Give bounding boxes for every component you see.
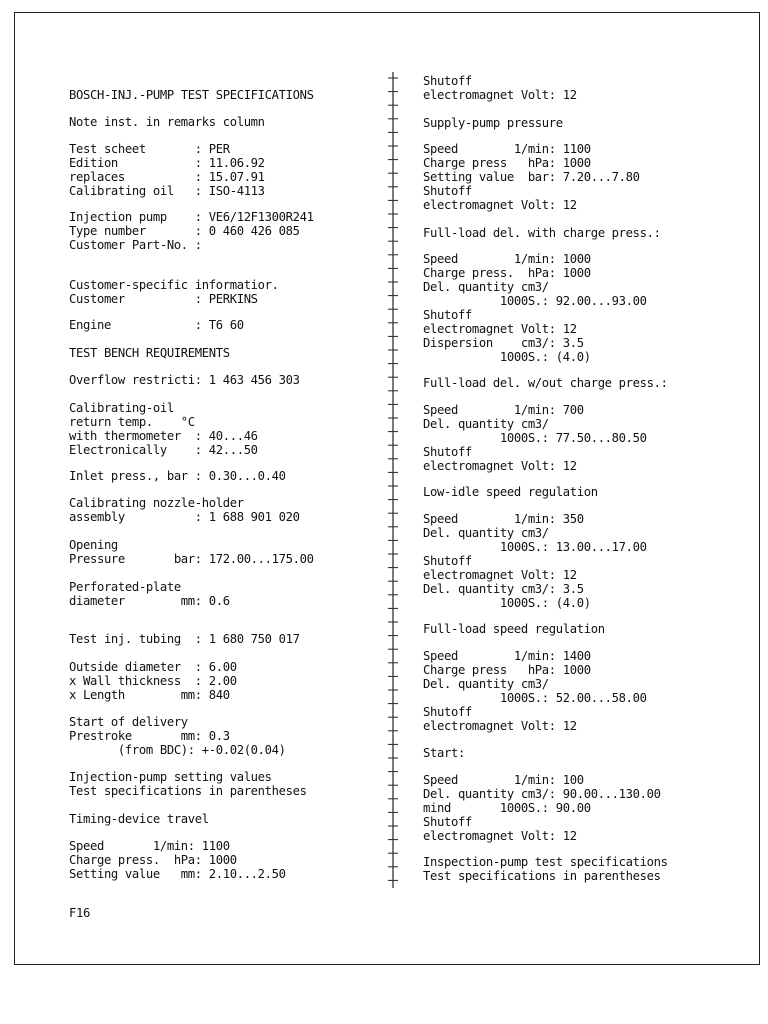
left-line: x Wall thickness : 2.00 [69, 674, 237, 688]
left-line: Test specifications in parentheses [69, 784, 307, 798]
right-line: electromagnet Volt: 12 [423, 88, 577, 102]
right-line: Shutoff [423, 308, 472, 322]
left-line: (from BDC): +-0.02(0.04) [69, 743, 286, 757]
left-line: replaces : 15.07.91 [69, 170, 265, 184]
left-line: Timing-device travel [69, 812, 209, 826]
right-line: Setting value bar: 7.20...7.80 [423, 170, 640, 184]
right-line: 1000S.: (4.0) [423, 350, 591, 364]
right-line: 1000S.: 92.00...93.00 [423, 294, 647, 308]
right-line: 1000S.: 52.00...58.00 [423, 691, 647, 705]
right-line: Del. quantity cm3/: 90.00...130.00 [423, 787, 661, 801]
right-line: Dispersion cm3/: 3.5 [423, 336, 584, 350]
left-line: x Length mm: 840 [69, 688, 230, 702]
left-line: Injection-pump setting values [69, 770, 272, 784]
right-line: electromagnet Volt: 12 [423, 322, 577, 336]
right-line: Shutoff [423, 554, 472, 568]
left-line: Engine : T6 60 [69, 318, 244, 332]
left-line: Electronically : 42...50 [69, 443, 258, 457]
right-line: Speed 1/min: 1000 [423, 252, 591, 266]
left-line: Start of delivery [69, 715, 188, 729]
left-line: Outside diameter : 6.00 [69, 660, 237, 674]
right-line: 1000S.: 13.00...17.00 [423, 540, 647, 554]
right-line: Del. quantity cm3/ [423, 417, 549, 431]
right-line: Del. quantity cm3/ [423, 280, 549, 294]
right-line: Speed 1/min: 350 [423, 512, 584, 526]
right-line: Charge press hPa: 1000 [423, 156, 591, 170]
left-line: with thermometer : 40...46 [69, 429, 258, 443]
right-line: Test specifications in parentheses [423, 869, 661, 883]
left-line: Pressure bar: 172.00...175.00 [69, 552, 314, 566]
right-line: Speed 1/min: 700 [423, 403, 584, 417]
left-line: Injection pump : VE6/12F1300R241 [69, 210, 314, 224]
right-line: Inspection-pump test specifications [423, 855, 668, 869]
left-line: Calibrating oil : ISO-4113 [69, 184, 265, 198]
left-line: Setting value mm: 2.10...2.50 [69, 867, 286, 881]
left-line: Customer : PERKINS [69, 292, 258, 306]
right-line: Low-idle speed regulation [423, 485, 598, 499]
right-line: Shutoff [423, 445, 472, 459]
left-line: Calibrating-oil [69, 401, 174, 415]
right-line: Del. quantity cm3/ [423, 677, 549, 691]
right-line: Charge press. hPa: 1000 [423, 266, 591, 280]
left-line: BOSCH-INJ.-PUMP TEST SPECIFICATIONS [69, 88, 314, 102]
left-line: diameter mm: 0.6 [69, 594, 230, 608]
footer-code: F16 [69, 906, 90, 920]
left-line: Perforated-plate [69, 580, 181, 594]
right-line: Shutoff [423, 74, 472, 88]
right-line: electromagnet Volt: 12 [423, 829, 577, 843]
right-line: electromagnet Volt: 12 [423, 568, 577, 582]
left-line: Inlet press., bar : 0.30...0.40 [69, 469, 286, 483]
left-line: Test inj. tubing : 1 680 750 017 [69, 632, 300, 646]
right-line: 1000S.: 77.50...80.50 [423, 431, 647, 445]
left-line: Opening [69, 538, 118, 552]
right-line: Speed 1/min: 1100 [423, 142, 591, 156]
left-line: Edition : 11.06.92 [69, 156, 265, 170]
right-line: electromagnet Volt: 12 [423, 719, 577, 733]
left-line: Overflow restricti: 1 463 456 303 [69, 373, 300, 387]
right-line: Speed 1/min: 1400 [423, 649, 591, 663]
right-line: Shutoff [423, 184, 472, 198]
left-line: Customer Part-No. : [69, 238, 202, 252]
right-line: Full-load speed regulation [423, 622, 605, 636]
right-line: electromagnet Volt: 12 [423, 459, 577, 473]
right-line: Speed 1/min: 100 [423, 773, 584, 787]
right-line: Supply-pump pressure [423, 116, 563, 130]
right-line: Start: [423, 746, 465, 760]
left-line: Customer-specific informatior. [69, 278, 279, 292]
right-line: Shutoff [423, 705, 472, 719]
right-line: Del. quantity cm3/: 3.5 [423, 582, 584, 596]
right-line: Shutoff [423, 815, 472, 829]
right-line: 1000S.: (4.0) [423, 596, 591, 610]
right-line: Charge press hPa: 1000 [423, 663, 591, 677]
left-line: Charge press. hPa: 1000 [69, 853, 237, 867]
left-line: assembly : 1 688 901 020 [69, 510, 300, 524]
left-line: return temp. °C [69, 415, 195, 429]
right-line: Del. quantity cm3/ [423, 526, 549, 540]
left-line: Prestroke mm: 0.3 [69, 729, 230, 743]
column-divider [379, 0, 409, 1024]
left-line: Type number : 0 460 426 085 [69, 224, 300, 238]
left-line: Note inst. in remarks column [69, 115, 265, 129]
left-line: TEST BENCH REQUIREMENTS [69, 346, 230, 360]
right-line: electromagnet Volt: 12 [423, 198, 577, 212]
right-line: Full-load del. with charge press.: [423, 226, 661, 240]
right-line: Full-load del. w/out charge press.: [423, 376, 668, 390]
left-line: Calibrating nozzle-holder [69, 496, 244, 510]
right-line: mind 1000S.: 90.00 [423, 801, 591, 815]
left-line: Test scheet : PER [69, 142, 230, 156]
left-line: Speed 1/min: 1100 [69, 839, 230, 853]
